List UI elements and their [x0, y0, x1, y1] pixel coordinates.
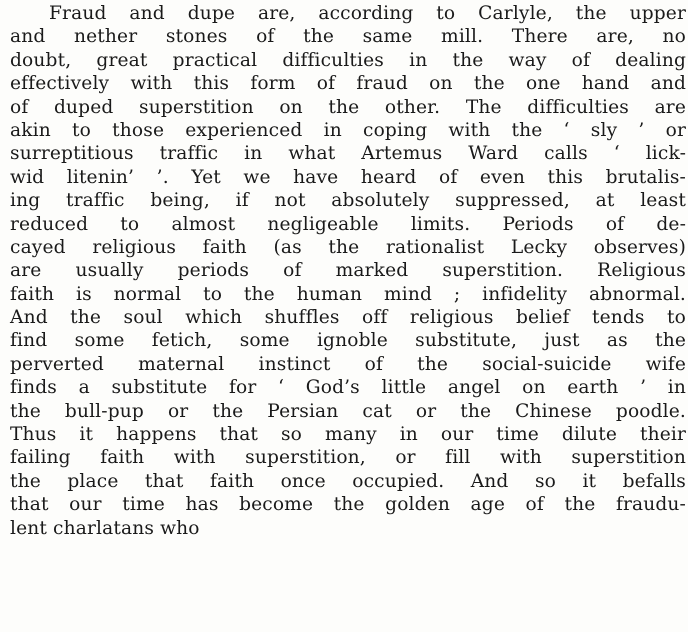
text-line: faith is normal to the human mind ; infidelity abnormal. [10, 283, 686, 305]
text-line: that our time has become the golden age of the fraudu- [10, 494, 686, 516]
text-line: wid litenin’ ’. Yet we have heard of even this brutalis- [10, 166, 686, 188]
text-line: doubt, great practical difficulties in the way of dealing [10, 49, 686, 71]
text-line: And the soul which shuffles off religious belief tends to [10, 307, 686, 329]
text-line: reduced to almost negligeable limits. Periods of de- [10, 213, 686, 235]
text-line: the place that faith once occupied. And so it befalls [10, 470, 686, 492]
body-paragraph [10, 2, 686, 540]
text-line: ing traffic being, if not absolutely suppressed, at least [10, 190, 686, 212]
text-line: Thus it happens that so many in our time dilute their [10, 424, 686, 446]
text-line: effectively with this form of fraud on the one hand and [10, 73, 686, 95]
text-line: finds a substitute for ‘ God’s little angel on earth ’ in [10, 377, 686, 399]
text-line: failing faith with superstition, or fill with superstition [10, 447, 686, 469]
text-line: perverted maternal instinct of the social-suicide wife [10, 353, 686, 375]
text-line: are usually periods of marked superstition. Religious [10, 260, 686, 282]
text-line: lent charlatans who [10, 517, 200, 539]
text-line: cayed religious faith (as the rationalist Lecky observes) [10, 236, 686, 258]
text-line: find some fetich, some ignoble substitute, just as the [10, 330, 686, 352]
text-line: the bull-pup or the Persian cat or the Chinese poodle. [10, 400, 686, 422]
text-line: and nether stones of the same mill. There are, no [10, 26, 686, 48]
text-line: surreptitious traffic in what Artemus Ward calls ‘ lick- [10, 143, 686, 165]
text-line: akin to those experienced in coping with the ‘ sly ’ or [10, 119, 686, 141]
text-line: Fraud and dupe are, according to Carlyle, the upper [49, 3, 686, 24]
text-line: of duped superstition on the other. The difficulties are [10, 96, 686, 118]
